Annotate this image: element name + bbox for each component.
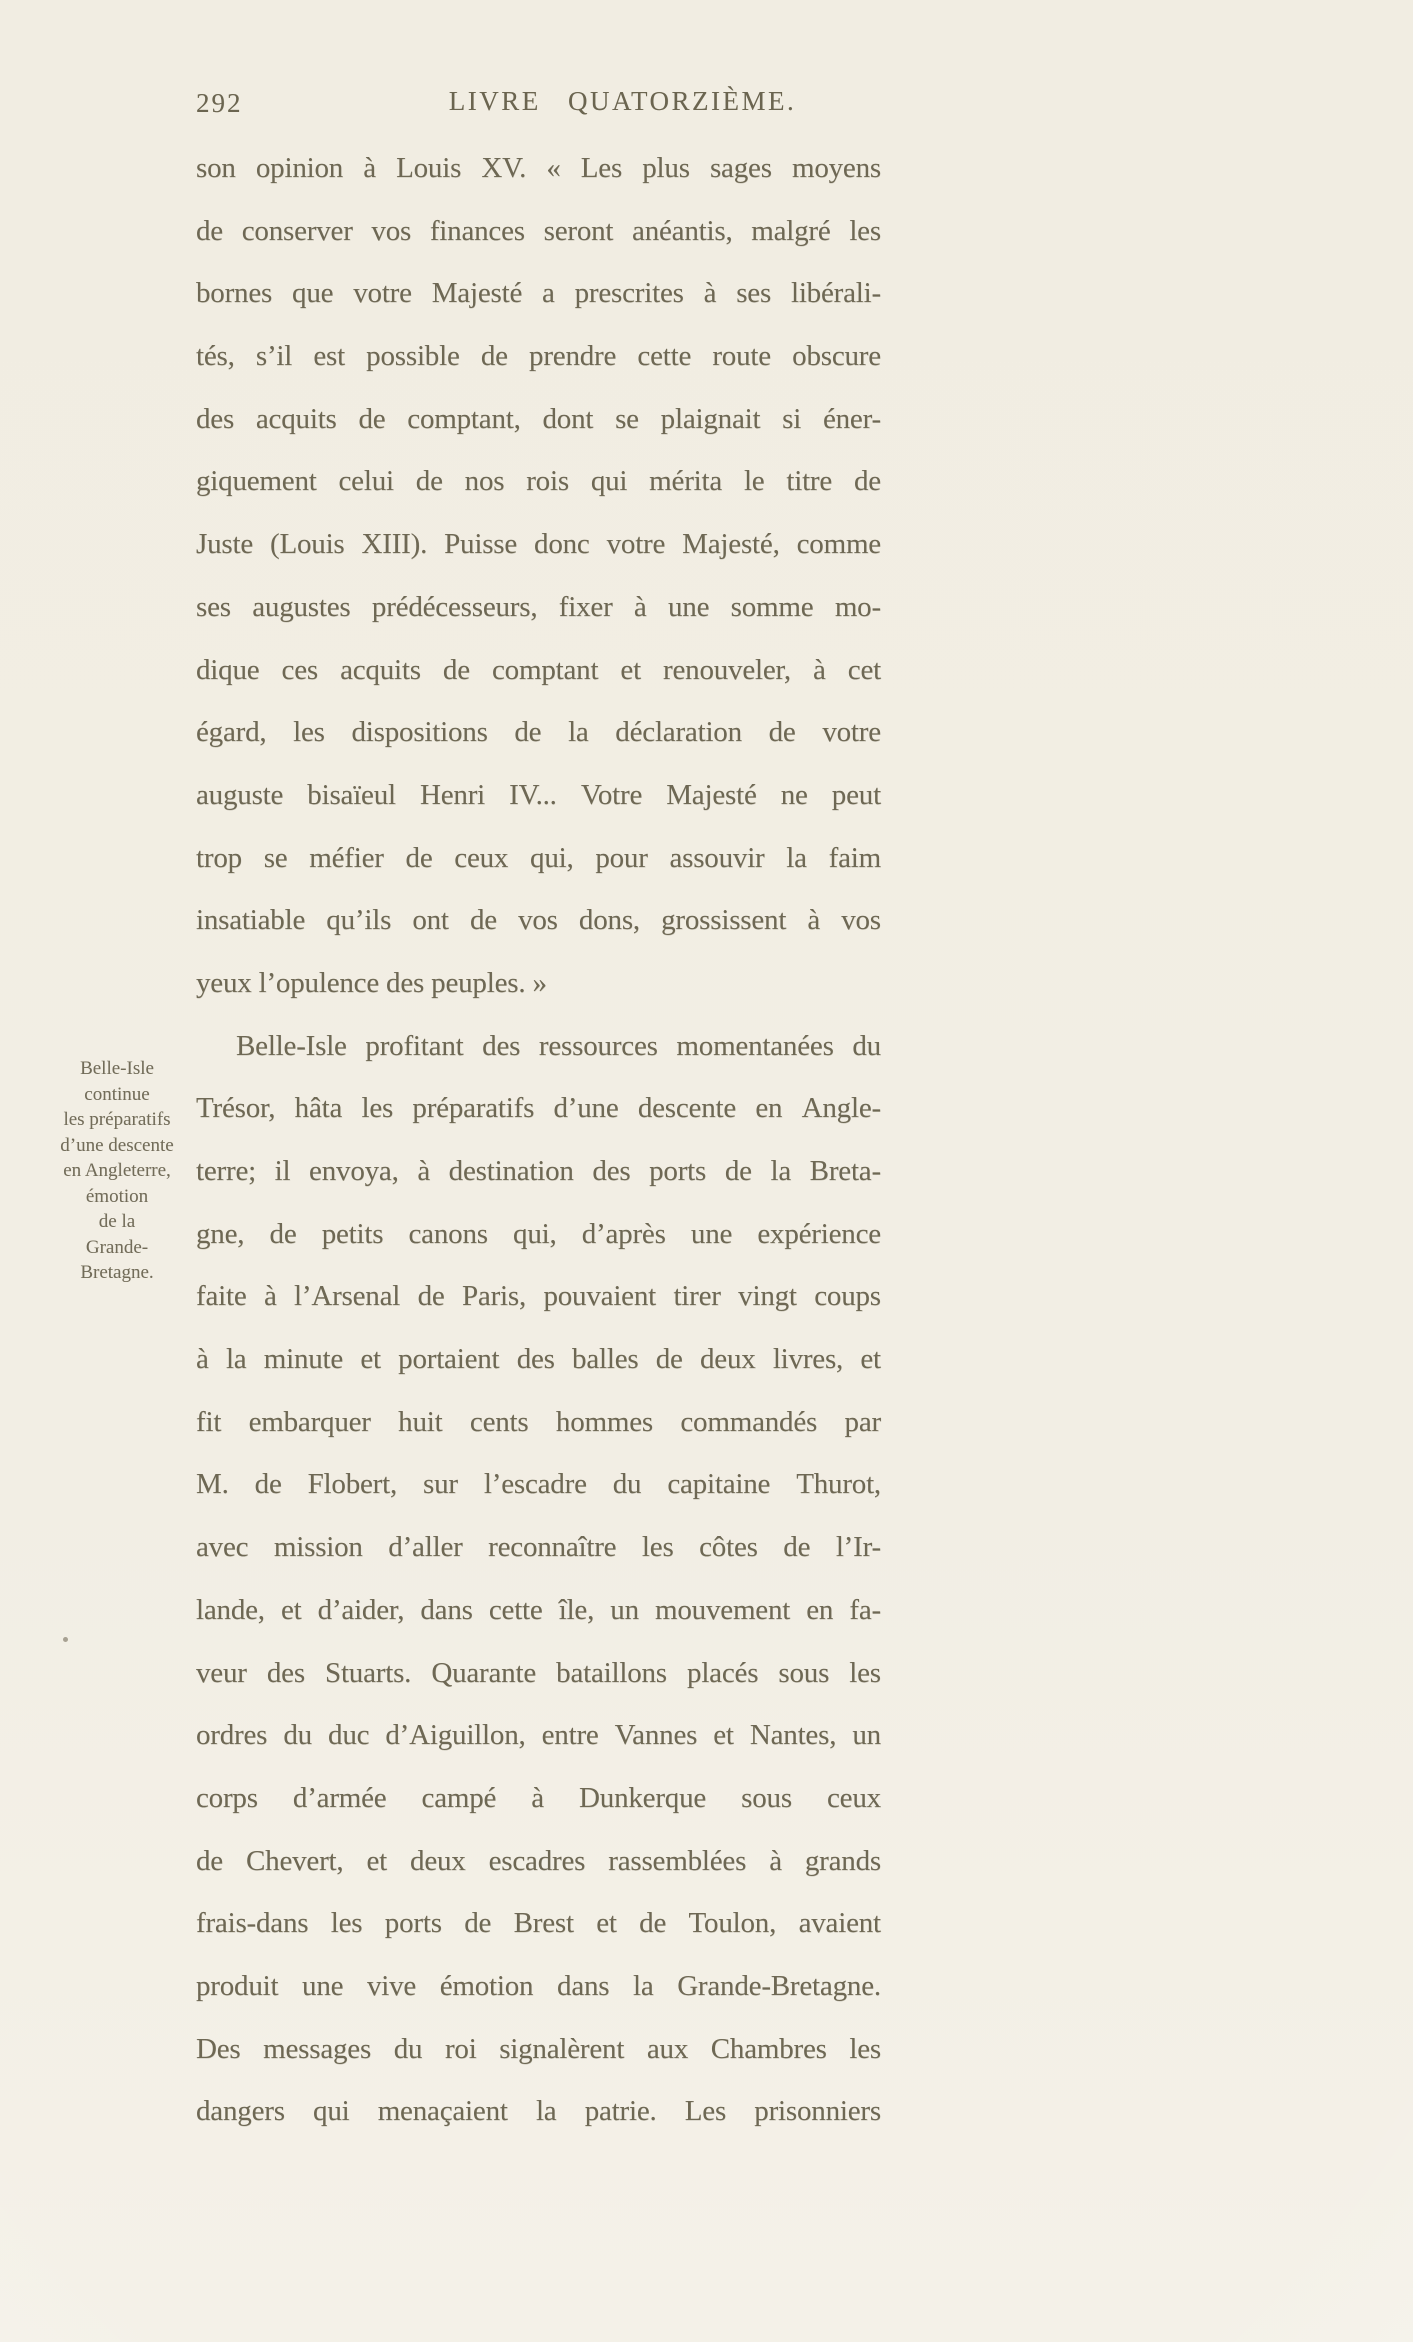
running-title: LIVRE QUATORZIÈME. [448, 86, 797, 116]
body-line: son opinion à Louis XV. « Les plus sages moyens [196, 152, 881, 184]
body-line: produit une vive émotion dans la Grande-Bretagne. [196, 1969, 881, 2002]
margin-note-line: d’une descente [60, 1134, 174, 1156]
body-line: lande, et d’aider, dans cette île, un mouvement en fa- [196, 1593, 881, 1626]
body-line: Trésor, hâta les préparatifs d’une descente en Angle- [196, 1092, 881, 1125]
body-line: ses augustes prédécesseurs, fixer à une somme mo- [196, 590, 881, 623]
body-line: ordres du duc d’Aiguillon, entre Vannes et Nantes, un [196, 1719, 881, 1752]
margin-note-line: les préparatifs [63, 1109, 171, 1130]
body-line: faite à l’Arsenal de Paris, pouvaient tirer vingt coups [196, 1280, 881, 1313]
body-line: corps d’armée campé à Dunkerque sous ceux [196, 1781, 881, 1814]
body-line: de Chevert, et deux escadres rassemblées à grands [196, 1844, 881, 1877]
margin-note-line: émotion [85, 1185, 149, 1207]
body-line: giquement celui de nos rois qui mérita le titre de [196, 465, 881, 498]
body-line: fit embarquer huit cents hommes commandés par [196, 1405, 881, 1438]
body-line: Juste (Louis XIII). Puisse donc votre Majesté, comme [196, 528, 881, 561]
body-line: M. de Flobert, sur l’escadre du capitaine Thurot, [196, 1468, 881, 1501]
body-line: des acquits de comptant, dont se plaignait si éner- [196, 402, 881, 435]
margin-note-line: de la [98, 1211, 136, 1232]
margin-note [42, 1056, 192, 1286]
body-line: égard, les dispositions de la déclaration de votre [196, 716, 881, 749]
margin-note-line: Bretagne. [80, 1262, 154, 1283]
body-line: trop se méfier de ceux qui, pour assouvir la faim [196, 841, 881, 874]
margin-note-line: en Angleterre, [63, 1160, 171, 1181]
margin-note-line: continue [84, 1083, 150, 1105]
body-line: terre; il envoya, à destination des ports de la Breta- [196, 1155, 881, 1187]
body-line: Des messages du roi signalèrent aux Chambres les [196, 2032, 881, 2065]
body-line: gne, de petits canons qui, d’après une expérience [196, 1217, 881, 1250]
body-line: dique ces acquits de comptant et renouveler, à cet [196, 653, 881, 686]
body-line: à la minute et portaient des balles de deux livres, et [196, 1343, 881, 1376]
page-number: 292 [196, 88, 243, 118]
body-line: yeux l’opulence des peuples. » [196, 966, 547, 999]
margin-note-line: Grande- [85, 1236, 149, 1258]
body-line: tés, s’il est possible de prendre cette route obscure [196, 340, 881, 373]
body-line: bornes que votre Majesté a prescrites à ses libérali- [196, 277, 881, 310]
body-line: dangers qui menaçaient la patrie. Les prisonniers [196, 2095, 881, 2128]
body-line: veur des Stuarts. Quarante bataillons placés sous les [196, 1656, 881, 1689]
margin-note-line: Belle-Isle [80, 1058, 154, 1079]
body-text [196, 137, 881, 2143]
body-line: avec mission d’aller reconnaître les côtes de l’Ir- [196, 1531, 881, 1564]
body-line: Belle-Isle profitant des ressources momentanées du [236, 1029, 881, 1062]
body-line: frais-dans les ports de Brest et de Toulon, avaient [196, 1907, 881, 1940]
body-line: insatiable qu’ils ont de vos dons, grossissent à vos [196, 904, 881, 937]
body-line: de conserver vos finances seront anéantis, malgré les [196, 214, 881, 247]
ink-speck [63, 1637, 68, 1642]
body-line: auguste bisaïeul Henri IV... Votre Majesté ne peut [196, 778, 881, 811]
